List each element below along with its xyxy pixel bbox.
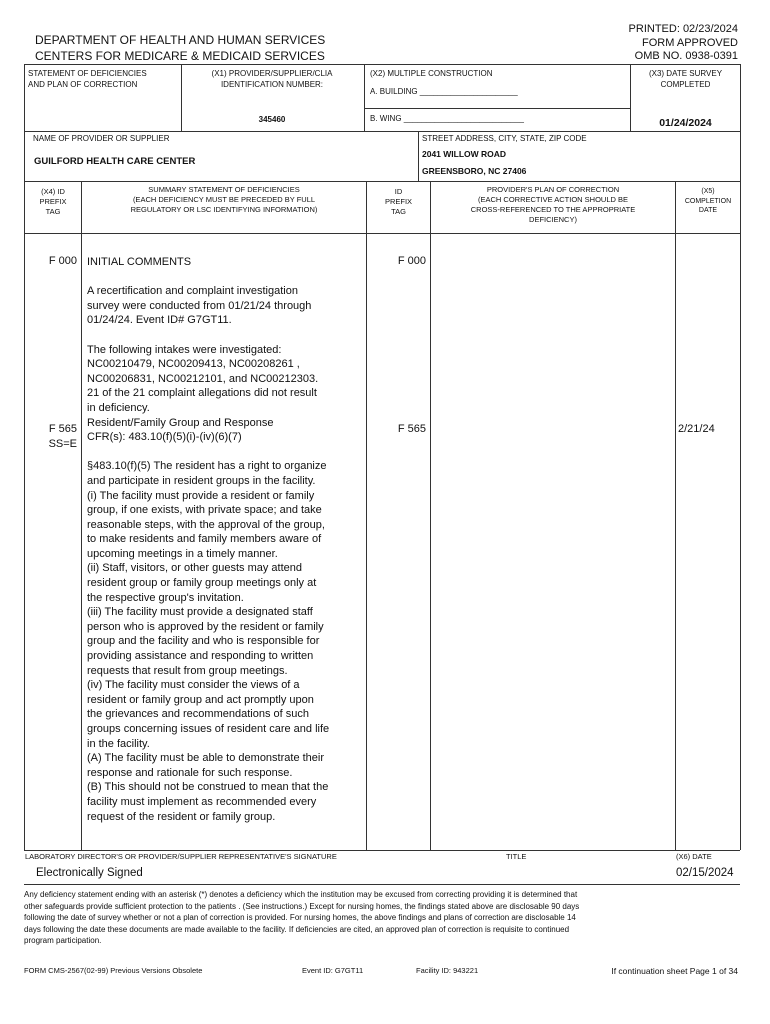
summary-statement-text bbox=[87, 255, 365, 824]
agency-line-1: DEPARTMENT OF HEALTH AND HUMAN SERVICES bbox=[35, 33, 326, 47]
body-line: (A) The facility must be able to demonstrate their bbox=[87, 752, 325, 765]
statement-label-2: AND PLAN OF CORRECTION bbox=[28, 80, 138, 89]
body-line: (B) This should not be construed to mean that the bbox=[87, 781, 329, 794]
tag-f000-right: F 000 bbox=[397, 255, 426, 267]
completion-date-f565: 2/21/24 bbox=[678, 423, 715, 435]
body-line: 21 of the 21 complaint allegations did not result bbox=[87, 387, 317, 400]
col-divider-3 bbox=[430, 181, 431, 850]
body-line: upcoming meetings in a timely manner. bbox=[87, 547, 278, 560]
provider-name-label: NAME OF PROVIDER OR SUPPLIER bbox=[33, 134, 170, 143]
row2-bottom-line bbox=[24, 181, 740, 182]
plan-header: PROVIDER'S PLAN OF CORRECTION (EACH CORRECTIVE ACTION SHOULD BE CROSS-REFERENCED TO THE APPROPRIATE DEFICIENCY) bbox=[470, 185, 636, 224]
body-line: CFR(s): 483.10(f)(5)(i)-(iv)(6)(7) bbox=[87, 431, 242, 444]
x2-building: A. BUILDING ______________________ bbox=[370, 87, 518, 96]
form-approved: FORM APPROVED bbox=[642, 37, 738, 49]
body-line: group, if one exists, with private space; and take bbox=[87, 504, 322, 517]
frame-top-line bbox=[24, 64, 740, 65]
signature-bottom-line bbox=[24, 884, 740, 885]
frame-right-line bbox=[740, 64, 741, 850]
x2-wing: B. WING ___________________________ bbox=[370, 114, 524, 123]
title-label: TITLE bbox=[506, 852, 527, 861]
body-line: requests that result from group meetings. bbox=[87, 664, 288, 677]
body-line: groups concerning issues of resident care and life bbox=[87, 723, 330, 735]
body-line: facility must implement as recommended every bbox=[87, 795, 317, 808]
body-line: in the facility. bbox=[87, 737, 150, 750]
city-state-zip: GREENSBORO, NC 27406 bbox=[422, 166, 527, 176]
body-line bbox=[87, 328, 365, 343]
body-line: in deficiency. bbox=[87, 401, 150, 414]
col-divider-1 bbox=[81, 181, 82, 850]
footer-facility-id: Facility ID: 943221 bbox=[416, 966, 479, 975]
x2-split-line bbox=[364, 108, 630, 109]
body-line: NC00210479, NC00209413, NC00208261 , bbox=[87, 358, 300, 371]
x3-label-2: COMPLETED bbox=[660, 80, 711, 89]
form-number: FORM CMS-2567(02-99) Previous Versions Obsolete bbox=[24, 966, 203, 975]
body-line: (iv) The facility must consider the views of a bbox=[87, 679, 300, 692]
body-line: (i) The facility must provide a resident or family bbox=[87, 489, 315, 502]
signature-top-line bbox=[24, 850, 740, 851]
signature-value: Electronically Signed bbox=[36, 867, 143, 879]
tag-f565-left: F 565 bbox=[48, 423, 77, 435]
row1-bottom-line bbox=[24, 131, 740, 132]
body-line: request of the resident or family group. bbox=[87, 810, 276, 823]
x4-header: (X4) ID PREFIX TAG bbox=[39, 187, 67, 216]
body-line: NC00206831, NC00212101, and NC00212303. bbox=[87, 372, 319, 385]
id-header: ID PREFIX TAG bbox=[384, 187, 413, 216]
agency-line-2: CENTERS FOR MEDICARE & MEDICAID SERVICES bbox=[35, 49, 325, 63]
body-line bbox=[87, 270, 365, 285]
body-line: 01/24/24. Event ID# G7GT11. bbox=[87, 314, 232, 327]
body-line: providing assistance and responding to written bbox=[87, 650, 314, 663]
x1-label-2: IDENTIFICATION NUMBER: bbox=[220, 80, 324, 89]
divider-x2 bbox=[364, 64, 365, 132]
printed-date: PRINTED: 02/23/2024 bbox=[628, 23, 738, 35]
body-line: to make residents and family members aware of bbox=[87, 533, 322, 546]
col-divider-2 bbox=[366, 181, 367, 850]
provider-id-number: 345460 bbox=[258, 115, 286, 124]
x3-label-1: (X3) DATE SURVEY bbox=[648, 69, 723, 78]
tag-f000-left: F 000 bbox=[48, 255, 77, 267]
body-line: group and the facility and who is responsible for bbox=[87, 635, 320, 648]
disclosure-footnote: Any deficiency statement ending with an asterisk (*) denotes a deficiency which the institution may be excused from correcting providing it is determined that other safeguards provide sufficient protection to the patients . (See instructions.) Except for nursing homes, the findings stated above are disclosable 90 days following the date of survey whether or not a plan of correction is provided. For nursing homes, the above findings and plans of correction are disclosable 14 days following the date these documents are made available to the facility. If deficiencies are cited, an approved plan of correction is requisite to continued program participation. bbox=[24, 890, 580, 945]
provider-name: GUILFORD HEALTH CARE CENTER bbox=[34, 156, 196, 167]
body-line: survey were conducted from 01/21/24 through bbox=[87, 299, 312, 312]
x5-header: (X5) COMPLETION DATE bbox=[684, 188, 732, 214]
x2-label: (X2) MULTIPLE CONSTRUCTION bbox=[370, 69, 493, 78]
body-line: (ii) Staff, visitors, or other guests may attend bbox=[87, 562, 302, 575]
body-line: The following intakes were investigated: bbox=[87, 343, 282, 356]
omb-number: OMB NO. 0938-0391 bbox=[634, 50, 738, 62]
body-line: person who is approved by the resident or family bbox=[87, 620, 324, 633]
body-line: Resident/Family Group and Response bbox=[87, 416, 274, 429]
body-line: resident or family group and act promptly upon bbox=[87, 693, 314, 706]
survey-completed-date: 01/24/2024 bbox=[659, 117, 712, 129]
header-bottom-line bbox=[24, 233, 740, 234]
signature-label: LABORATORY DIRECTOR'S OR PROVIDER/SUPPLIER REPRESENTATIVE'S SIGNATURE bbox=[25, 852, 337, 861]
divider-address bbox=[418, 131, 419, 181]
signature-date: 02/15/2024 bbox=[676, 867, 734, 879]
street-address: 2041 WILLOW ROAD bbox=[422, 149, 507, 159]
col-divider-4 bbox=[675, 181, 676, 850]
body-line: response and rationale for such response. bbox=[87, 766, 293, 779]
summary-header: SUMMARY STATEMENT OF DEFICIENCIES (EACH DEFICIENCY MUST BE PRECEDED BY FULL REGULATORY OR LSC IDENTIFYING INFORMATION) bbox=[130, 185, 318, 214]
footer-event-id: Event ID: G7GT11 bbox=[302, 966, 364, 975]
body-line bbox=[87, 445, 365, 460]
statement-label-1: STATEMENT OF DEFICIENCIES bbox=[28, 69, 147, 78]
body-line: reasonable steps, with the approval of the group, bbox=[87, 518, 325, 531]
tag-f565-right: F 565 bbox=[397, 423, 426, 435]
body-line: the respective group's invitation. bbox=[87, 591, 244, 604]
body-line: §483.10(f)(5) The resident has a right to organize bbox=[87, 460, 327, 473]
signature-date-label: (X6) DATE bbox=[676, 852, 712, 861]
page-indicator: If continuation sheet Page 1 of 34 bbox=[611, 966, 738, 976]
x1-label-1: (X1) PROVIDER/SUPPLIER/CLIA bbox=[211, 69, 333, 78]
body-line: (iii) The facility must provide a designated staff bbox=[87, 606, 313, 619]
address-label: STREET ADDRESS, CITY, STATE, ZIP CODE bbox=[422, 134, 587, 143]
severity-scope: SS=E bbox=[48, 438, 77, 450]
body-line: A recertification and complaint investigation bbox=[87, 285, 298, 298]
body-line: and participate in resident groups in the facility. bbox=[87, 474, 316, 487]
body-line: INITIAL COMMENTS bbox=[87, 256, 192, 268]
body-line: the grievances and recommendations of such bbox=[87, 708, 309, 721]
body-line: resident group or family group meetings only at bbox=[87, 577, 317, 590]
